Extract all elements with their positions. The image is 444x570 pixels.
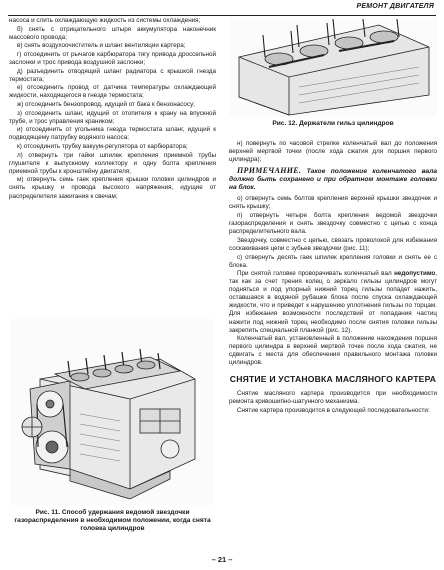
running-header: [8, 3, 436, 15]
section-header-title: РЕМОНТ ДВИГАТЕЛЯ: [356, 3, 434, 10]
figure-engine-drawing: [10, 319, 215, 505]
note-block: [229, 167, 437, 192]
paragraph: д) разъединить отводящий шланг радиатора с крышкой гнезда термостата;: [9, 67, 216, 83]
paragraph: Звездочку, совместно с цепью, связать проволокой для избежания соскакивания цепи с зубьев звездочки (рис. 11);: [229, 236, 437, 252]
paragraph: з) отсоединить шланг, идущий от отопителя к крану на впускной трубе, и трос управления краником;: [9, 109, 216, 125]
figure-cylinder-block: [229, 17, 437, 117]
section-heading: СНЯТИЕ И УСТАНОВКА МАСЛЯНОГО КАРТЕРА: [229, 374, 437, 385]
paragraph: Снятие картера производится в следующей последовательности:: [237, 407, 430, 415]
paragraph: ж) отсоединить бензопровод, идущий от бака к бензонасосу;: [17, 101, 195, 109]
paragraph: о) отвернуть семь болтов крепления верхней крышки звездочек и снять крышку;: [229, 195, 437, 211]
paragraph: к) отсоединить трубку вакуум-регулятора от карбюратора;: [17, 143, 188, 151]
paragraph: л) отвернуть три гайки шпилек крепления приемной трубы глушителя к выпускному коллектору и одну болта крепления приемной трубы к кронштейну двигателя;: [9, 151, 216, 175]
cylinder-block-illustration: [229, 17, 437, 117]
warning-emphasis: недопустимо: [394, 270, 436, 278]
header-rule: [8, 15, 436, 16]
paragraph: б) снять с отрицательного штыря аккумулятора наконечник массового провода;: [9, 25, 216, 41]
paragraph: г) отсоединить от рычагов карбюратора тягу привода дроссельной заслонки и трос привода воздушной заслонки;: [9, 50, 216, 67]
note-text: Такое положение коленчатого вала должно быть сохранено и при обратном монтаже головки на блок.: [229, 168, 437, 192]
paragraph: п) отвернуть четыре болта крепления ведомой звездочки газораспределения и снять звездочку совместно с цепью с конца распределительного вала.: [229, 212, 437, 236]
right-column: [229, 140, 437, 416]
figure-12-caption: Рис. 12. Держатели гильз цилиндров: [272, 120, 394, 127]
paragraph: н) повернуть по часовой стрелке коленчатый вал до положения верхней мертвой точки (после хода сжатия для поршня первого цилиндра);: [229, 140, 437, 164]
paragraph: е) отсоединить провод от датчика температуры охлаждающей жидкости, находящегося в гнезде термостата;: [9, 84, 216, 100]
page-number: – 21 –: [211, 555, 233, 564]
warning-text-after: , так как за счет трения колец о зеркало гильзы цилиндров могут подняться и под упорный нижний торец гильзы попадет нажить, оставшаяся в водяной рубашке блока после спуска охлаждающей жидкости, что и приведет к нарушению уплотнения гильзы по торцам. Для избежания возможности последствий от попадания частиц нажити под нижний торец необходимо после снятия головки гильзы закрепить специальной планкой (рис. 12).: [229, 270, 438, 334]
left-column: [9, 17, 216, 201]
paragraph: в) снять воздухоочиститель и шланг вентиляции картера;: [17, 42, 186, 50]
note-title: ПРИМЕЧАНИЕ.: [237, 166, 302, 176]
paragraph: Коленчатый вал, установленный в положение нахождения поршня первого цилиндра в верхней мертвой точке после хода сжатия, не сдвигать с места для обеспечения правильного монтажа головки цилиндров.: [229, 335, 437, 367]
warning-text-before: При снятой головке проворачивать коленчатый вал: [237, 270, 392, 278]
paragraph: с) отвернуть десять гаек шпилек крепления головки и снять ее с блока.: [229, 253, 437, 269]
warning-paragraph: [229, 270, 437, 334]
paragraph: и) отсоединить от угольника гнезда термостата шланг, идущий к подводящему патрубку водяного насоса;: [9, 126, 216, 142]
paragraph: м) отвернуть семь гаек крепления крышки головки цилиндров и снять крышку и провода высокого напряжения, идущие от распределителя зажигания к свечам;: [9, 176, 216, 200]
paragraph: насоса и слить охлаждающую жидкость из системы охлаждения;: [9, 17, 201, 24]
engine-illustration: [10, 319, 215, 505]
paragraph: Снятие масляного картера производится при необходимости ремонта кривошипно-шатунного механизма.: [229, 390, 437, 406]
figure-11-caption: Рис. 11. Способ удержания ведомой звездочки газораспределения в необходимом положении, когда снята головка цилиндров: [14, 509, 211, 532]
